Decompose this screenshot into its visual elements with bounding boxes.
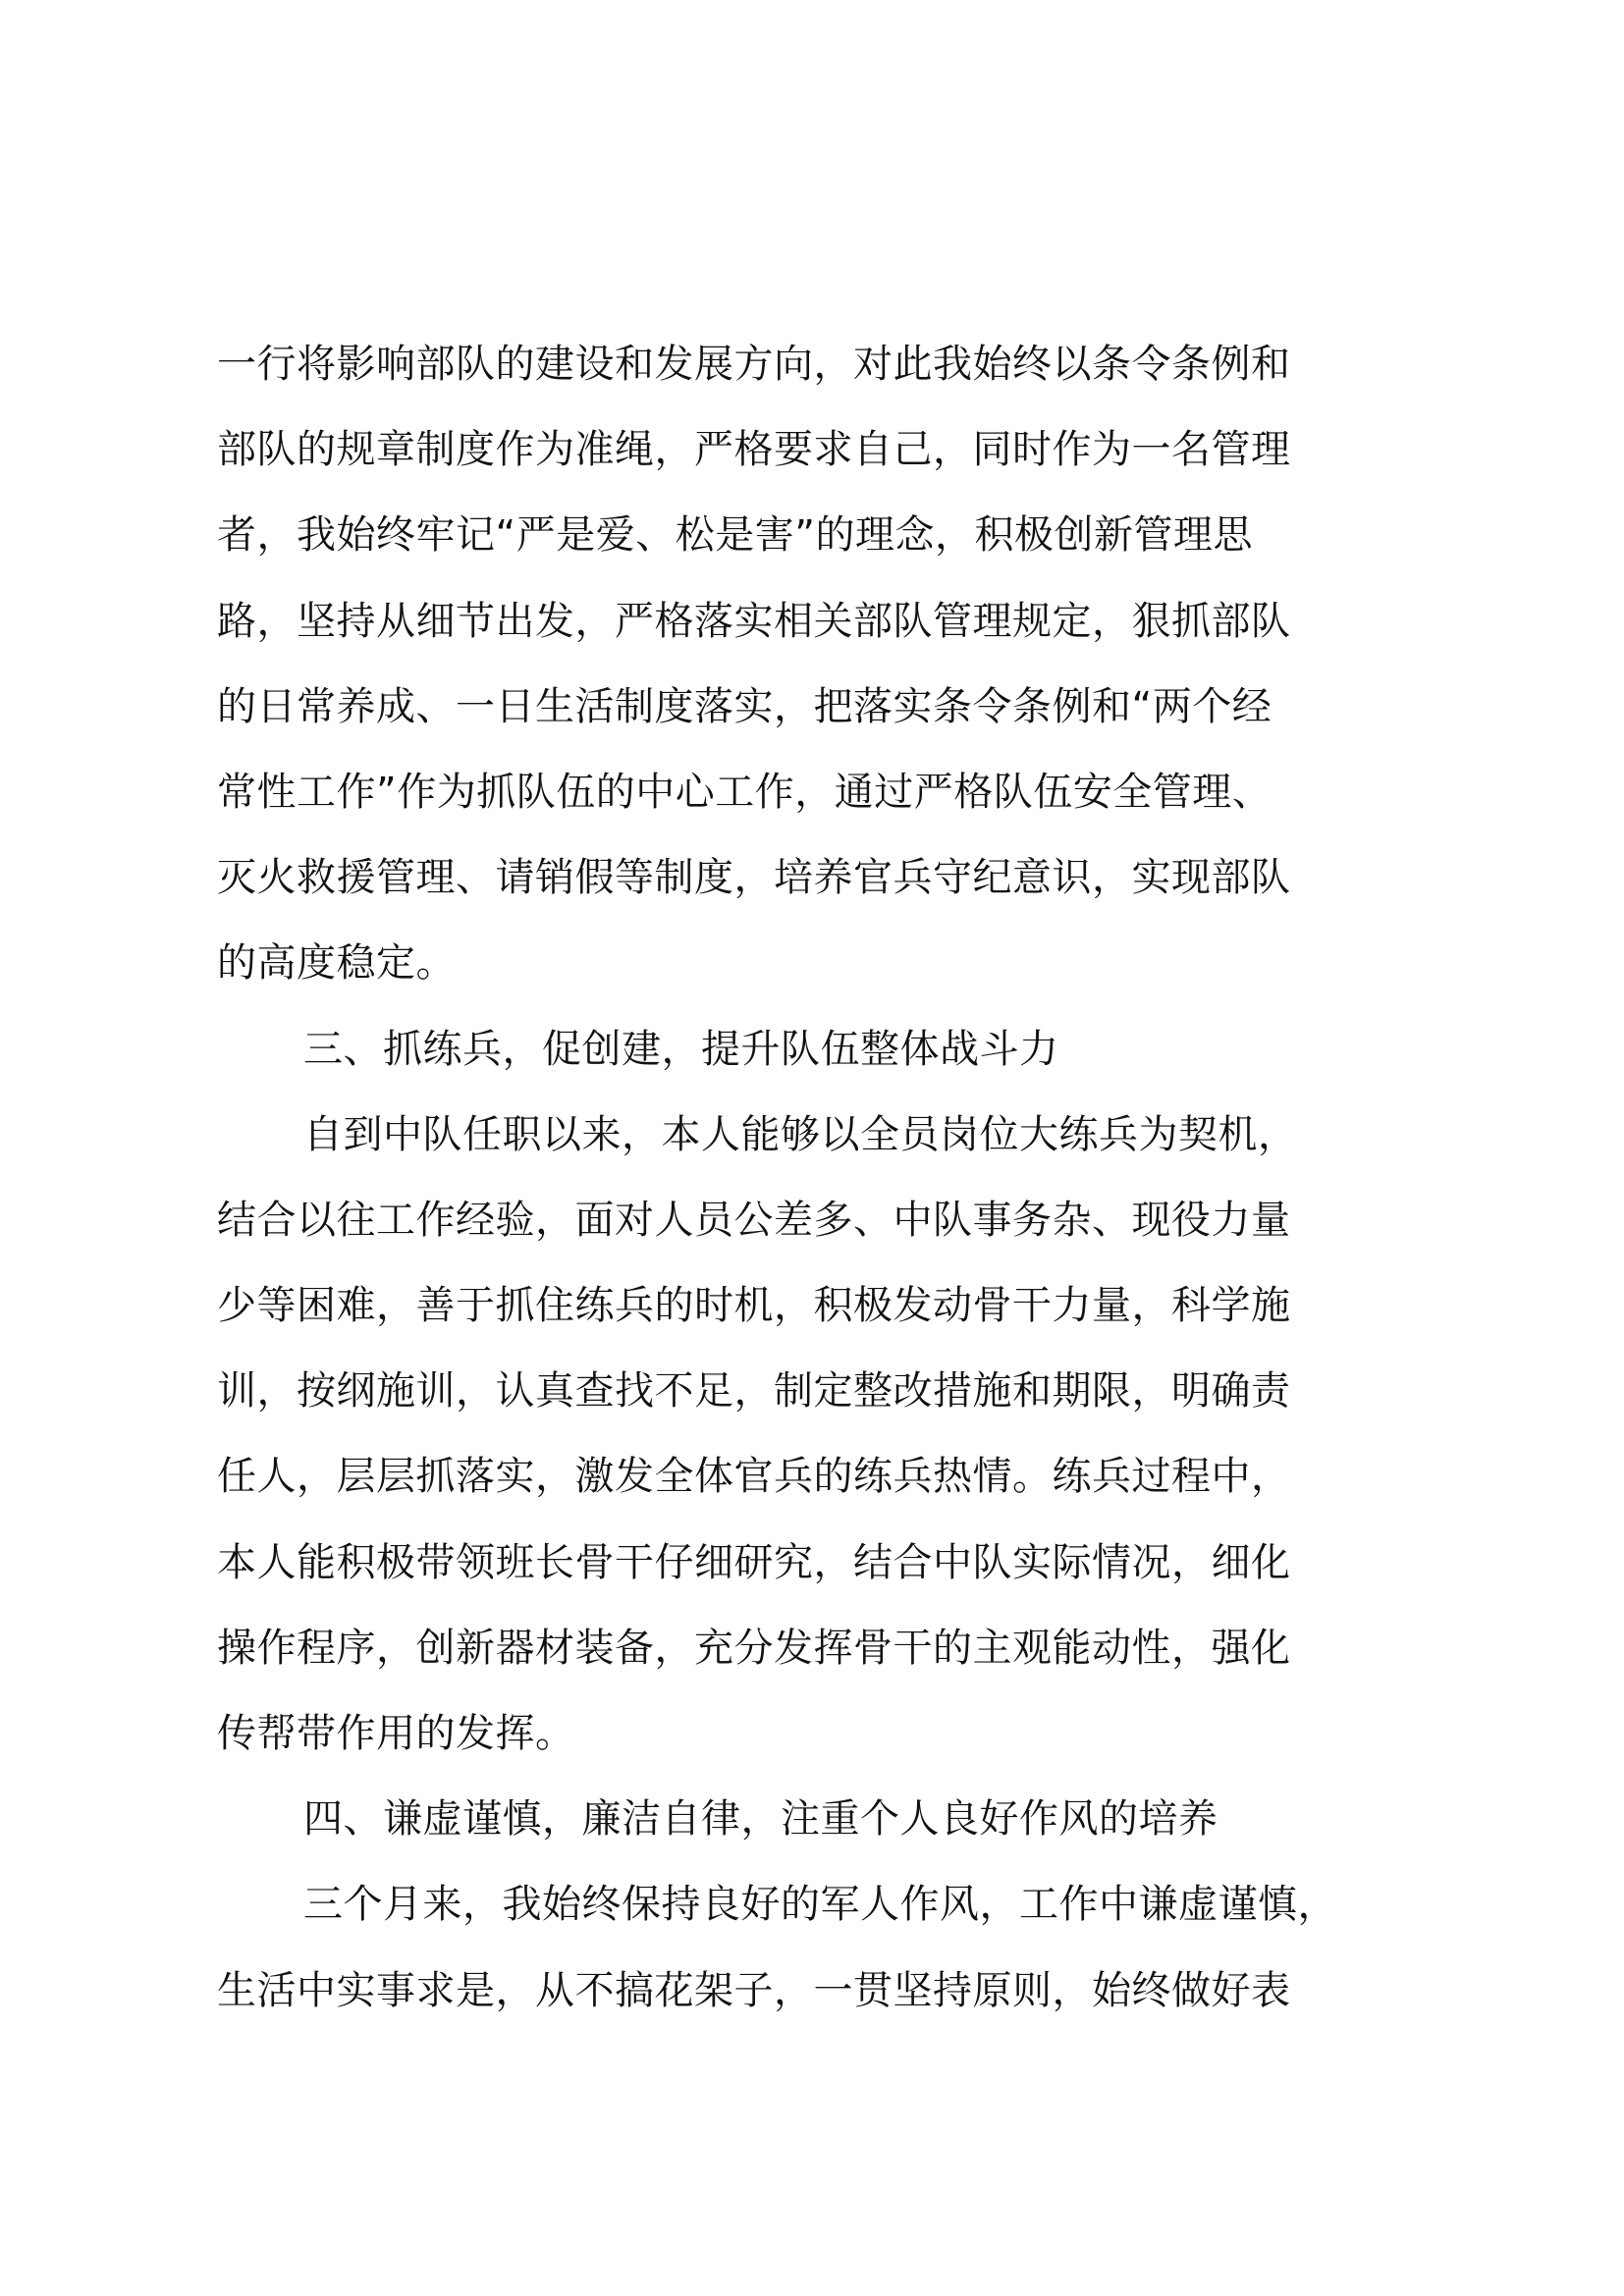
paragraph-line: 生活中实事求是，从不搞花架子，一贯坚持原则，始终做好表 <box>217 1967 1291 2013</box>
paragraph-line: 部队的规章制度作为准绳，严格要求自己，同时作为一名管理 <box>217 427 1291 473</box>
paragraph-line: 操作程序，创新器材装备，充分发挥骨干的主观能动性，强化 <box>217 1625 1291 1671</box>
paragraph-line: 传帮带作用的发挥。 <box>217 1711 575 1756</box>
paragraph-line: 灭火救援管理、请销假等制度，培养官兵守纪意识，实现部队 <box>217 855 1291 901</box>
paragraph-line: 自到中队任职以来，本人能够以全员岗位大练兵为契机， <box>303 1111 1298 1157</box>
paragraph-line: 本人能积极带领班长骨干仔细研究，结合中队实际情况，细化 <box>217 1539 1291 1585</box>
paragraph-line: 少等困难，善于抓住练兵的时机，积极发动骨干力量，科学施 <box>217 1283 1291 1329</box>
paragraph-line: 者，我始终牢记“严是爱、松是害”的理念，积极创新管理思 <box>217 512 1253 559</box>
section-heading-4: 四、谦虚谨慎，廉洁自律，注重个人良好作风的培养 <box>303 1796 1218 1842</box>
paragraph-line: 路，坚持从细节出发，严格落实相关部队管理规定，狠抓部队 <box>217 598 1291 644</box>
paragraph-line: 三个月来，我始终保持良好的军人作风，工作中谦虚谨慎， <box>303 1882 1337 1928</box>
paragraph-line: 任人，层层抓落实，激发全体官兵的练兵热情。练兵过程中， <box>217 1454 1291 1500</box>
paragraph-line: 常性工作”作为抓队伍的中心工作，通过严格队伍安全管理、 <box>217 769 1272 815</box>
paragraph-line: 的高度稳定。 <box>217 940 456 987</box>
document-body <box>217 322 1435 2034</box>
paragraph-line: 的日常养成、一日生活制度落实，把落实条令条例和“两个经 <box>217 683 1272 729</box>
paragraph-line: 训，按纲施训，认真查找不足，制定整改措施和期限，明确责 <box>217 1368 1291 1415</box>
paragraph-line: 一行将影响部队的建设和发展方向，对此我始终以条令条例和 <box>217 342 1291 387</box>
section-heading-3: 三、抓练兵，促创建，提升队伍整体战斗力 <box>303 1026 1059 1072</box>
paragraph-line: 结合以往工作经验，面对人员公差多、中队事务杂、现役力量 <box>217 1197 1291 1243</box>
